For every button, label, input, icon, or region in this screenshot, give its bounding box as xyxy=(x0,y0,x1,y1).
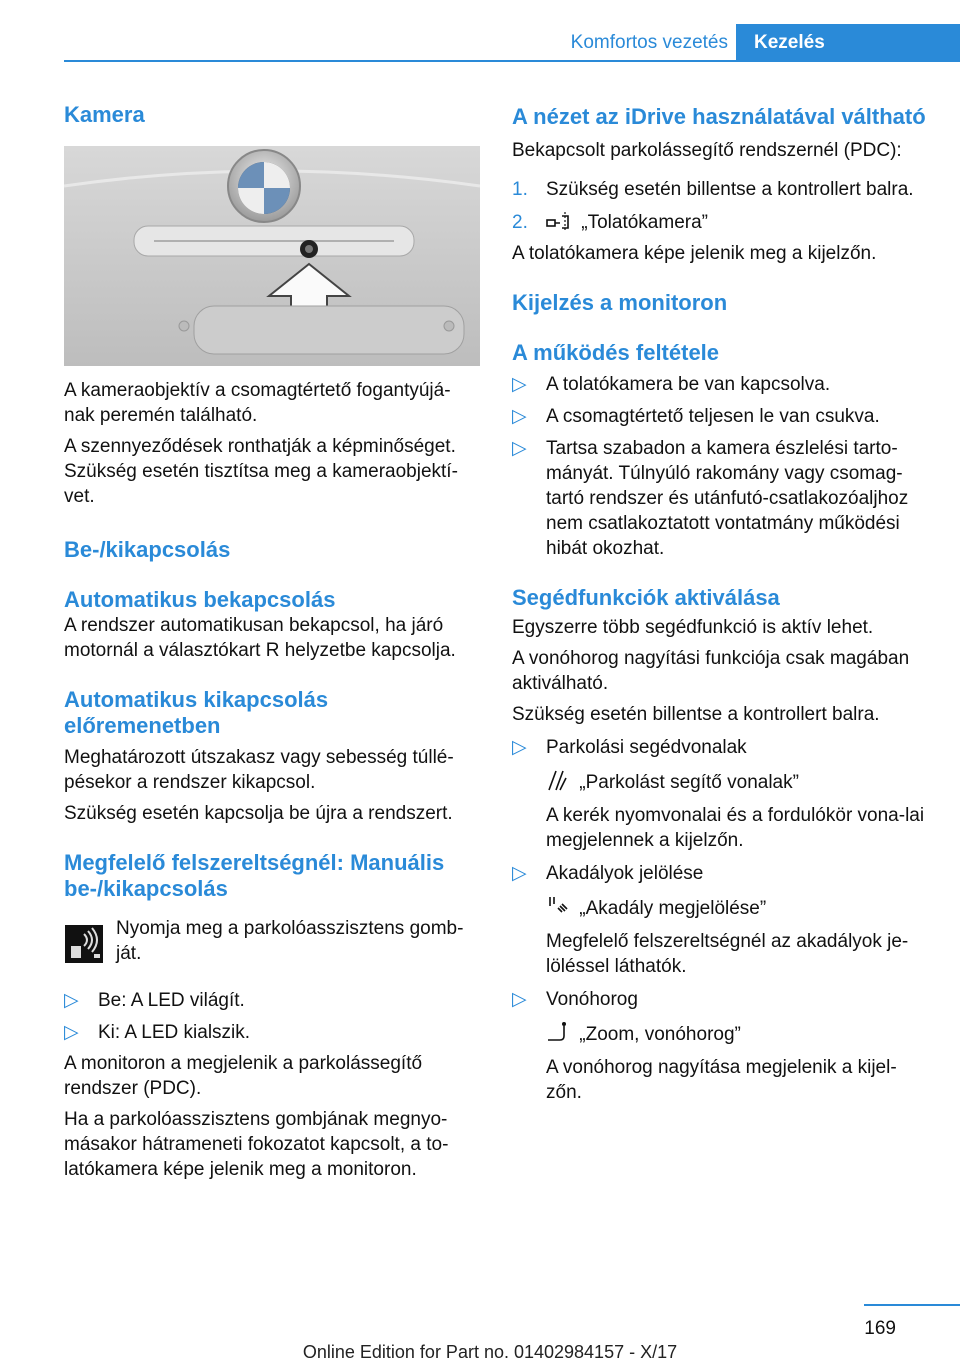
triangle-bullet-icon: ▷ xyxy=(512,438,527,459)
triangle-bullet-icon: ▷ xyxy=(512,863,527,884)
paragraph-multiple-functions: Egyszerre több segédfunkció is aktív lehet. xyxy=(512,617,874,638)
triangle-bullet-icon: ▷ xyxy=(512,737,527,758)
header-chapter-tab: Kezelés xyxy=(736,24,960,62)
step-item xyxy=(512,210,928,235)
park-assist-instruction xyxy=(64,916,480,966)
list-item-text: Be: A LED világít. xyxy=(98,990,245,1011)
paragraph-auto-off: Meghatározott útszakasz vagy sebesség túllé-pésekor a rendszer kikapcsol. xyxy=(64,747,454,793)
function-title: Akadályok jelölése xyxy=(546,863,704,884)
right-column xyxy=(512,100,928,1105)
heading-idrive-view: A nézet az iDrive használatával váltható xyxy=(512,104,926,129)
triangle-bullet-icon: ▷ xyxy=(512,989,527,1010)
list-item-text: A csomagtértető teljesen le van csukva. xyxy=(546,406,880,427)
parking-lines-icon xyxy=(546,768,568,792)
list-item-text: A tolatókamera be van kapcsolva. xyxy=(546,374,831,395)
paragraph-press-button: Nyomja meg a parkolóasszisztens gomb-ját. xyxy=(116,918,464,964)
function-menu-label: „Akadály megjelölése” xyxy=(579,898,767,919)
heading-automatikus-kikapcsolas: Automatikus kikapcsolás előremenetben xyxy=(64,687,329,738)
list-item xyxy=(512,404,928,429)
list-item xyxy=(512,372,928,397)
step-number: 2. xyxy=(512,212,528,233)
function-description: A kerék nyomvonalai és a fordulókör vona-lai megjelennek a kijelzőn. xyxy=(546,805,925,851)
heading-manual-switch: Megfelelő felszereltségnél: Manuális be-/kikapcsolás xyxy=(64,850,445,901)
header-section-title: Komfortos vezetés xyxy=(570,32,728,53)
left-column xyxy=(64,100,480,1182)
paragraph-auto-on: A rendszer automatikusan bekapcsol, ha járó motornál a választókart R helyzetbe kapcsolja. xyxy=(64,615,456,661)
paragraph-camera-image: A tolatókamera képe jelenik meg a kijelzőn. xyxy=(512,243,877,264)
function-menu-label: „Parkolást segítő vonalak” xyxy=(579,772,799,793)
step-text: Szükség esetén billentse a kontrollert balra. xyxy=(546,179,914,200)
paragraph-camera-location: A kameraobjektív a csomagtértető fogantyújá-nak peremén található. xyxy=(64,380,451,426)
triangle-bullet-icon: ▷ xyxy=(512,406,527,427)
heading-segedfunkciok: Segédfunkciók aktiválása xyxy=(512,585,780,610)
paragraph-pdc-on: Bekapcsolt parkolássegítő rendszernél (PDC): xyxy=(512,140,902,161)
function-menu-line xyxy=(546,1020,928,1047)
heading-automatikus-bekapcsolas: Automatikus bekapcsolás xyxy=(64,587,336,612)
function-title: Vonóhorog xyxy=(546,989,638,1010)
function-item xyxy=(512,735,928,853)
steps-list xyxy=(512,177,928,235)
triangle-bullet-icon: ▷ xyxy=(64,1022,79,1043)
edition-note: Online Edition for Part no. 01402984157 - X/17 xyxy=(302,1342,678,1362)
function-description: Megfelelő felszereltségnél az akadályok je-löléssel láthatók. xyxy=(546,931,909,977)
heading-kijelzes: Kijelzés a monitoron xyxy=(512,290,728,315)
paragraph-camera-cleaning: A szennyeződések ronthatják a képminőséget. Szükség esetén tisztítsa meg a kameraobjektí-vet. xyxy=(64,436,458,507)
step-number: 1. xyxy=(512,179,528,200)
list-item-text: Tartsa szabadon a kamera észlelési tarto-mányát. Túlnyúló rakomány vagy csomag-tartó rendszer és utánfutó-csatlakozóaljhoz nem csatlakoztatott vontatmány működési hibát okozhat. xyxy=(546,438,909,559)
list-item-text: Ki: A LED kialszik. xyxy=(98,1022,251,1043)
camera-photo xyxy=(64,146,480,366)
triangle-bullet-icon: ▷ xyxy=(512,374,527,395)
step-text: „Tolatókamera” xyxy=(581,212,708,233)
obstacle-marking-icon xyxy=(546,894,568,918)
conditions-list xyxy=(512,372,928,561)
led-status-list xyxy=(64,988,480,1045)
tow-hook-icon xyxy=(546,1020,568,1044)
park-assist-button-icon xyxy=(64,924,104,964)
paragraph-monitor-pdc: A monitoron a megjelenik a parkolássegítő rendszer (PDC). xyxy=(64,1053,423,1099)
header-divider xyxy=(64,60,960,62)
function-description: A vonóhorog nagyítása megjelenik a kijel-zőn. xyxy=(546,1057,897,1103)
paragraph-reverse-camera: Ha a parkolóasszisztens gombjának megnyo-másakor hátrameneti fokozatot kapcsolt, a to-latókamera képe jelenik meg a monitoron. xyxy=(64,1109,449,1180)
footer-divider xyxy=(864,1304,960,1306)
page-number: 169 xyxy=(864,1318,896,1339)
function-item xyxy=(512,987,928,1105)
function-title: Parkolási segédvonalak xyxy=(546,737,747,758)
triangle-bullet-icon: ▷ xyxy=(64,990,79,1011)
list-item xyxy=(64,1020,480,1045)
heading-mukodes-feltetele: A működés feltétele xyxy=(512,340,720,365)
heading-kamera: Kamera xyxy=(64,102,145,127)
heading-be-kikapcsolas: Be-/kikapcsolás xyxy=(64,537,231,562)
step-item xyxy=(512,177,928,202)
function-menu-line xyxy=(546,768,928,795)
function-menu-label: „Zoom, vonóhorog” xyxy=(579,1024,741,1045)
reverse-camera-icon xyxy=(546,210,570,232)
list-item xyxy=(512,436,928,561)
paragraph-reenable: Szükség esetén kapcsolja be újra a rendszert. xyxy=(64,803,453,824)
functions-list xyxy=(512,735,928,1105)
paragraph-tilt-controller: Szükség esetén billentse a kontrollert balra. xyxy=(512,704,880,725)
paragraph-tow-hook-zoom: A vonóhorog nagyítási funkciója csak magában aktiválható. xyxy=(512,648,910,694)
list-item xyxy=(64,988,480,1013)
function-menu-line xyxy=(546,894,928,921)
function-item xyxy=(512,861,928,979)
